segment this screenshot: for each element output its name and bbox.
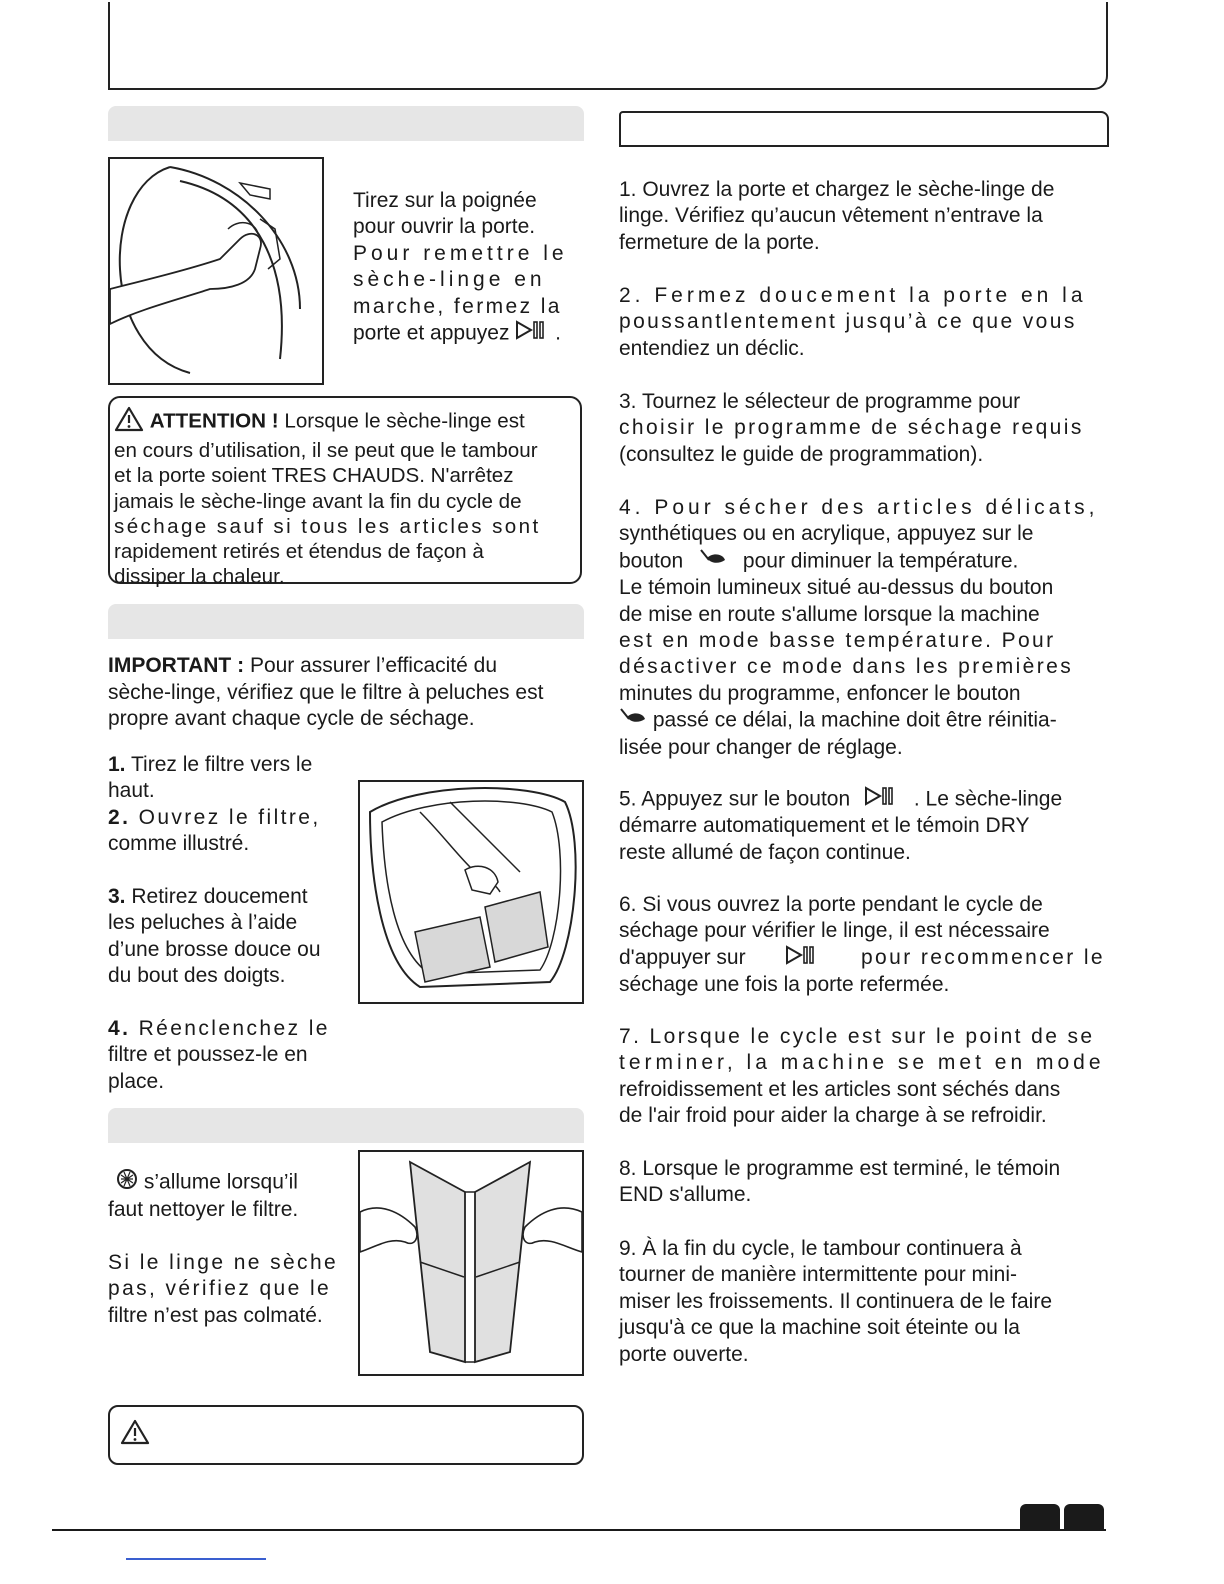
- door-line: porte et appuyez: [353, 321, 510, 345]
- section-box-usage: [619, 111, 1109, 147]
- filter-steps-1-2: [108, 752, 350, 858]
- indicator-text: [108, 1168, 348, 1329]
- step-line: pour diminuer la température.: [742, 549, 1019, 573]
- step-line: minutes du programme, enfoncer le bouton: [619, 681, 1021, 705]
- step-line: entendiez un déclic.: [619, 336, 805, 360]
- attention-line: jamais le sèche-linge avant la fin du cycle de: [114, 489, 522, 513]
- attention-title: ATTENTION !: [149, 409, 279, 433]
- indicator-line: Si le linge ne sèche: [108, 1250, 339, 1274]
- step-line: END s'allume.: [619, 1183, 752, 1207]
- step-text: filtre et poussez-le en: [108, 1043, 308, 1067]
- footer-rule: [52, 1529, 1106, 1531]
- step-line: désactiver ce mode dans les premières: [619, 655, 1074, 679]
- step-line: 1. Ouvrez la porte et chargez le sèche-linge de: [619, 178, 1055, 201]
- step-line: 3. Tournez le sélecteur de programme pour: [619, 390, 1021, 413]
- step-line: passé ce délai, la machine doit être réinitia-: [652, 708, 1057, 732]
- step-text: comme illustré.: [108, 832, 250, 856]
- footer-link-underline: [126, 1558, 266, 1560]
- step-text: Tirez le filtre vers le: [130, 753, 313, 776]
- section-bar-indicator: [108, 1108, 584, 1143]
- play-pause-icon: [783, 945, 823, 972]
- step-line: Le témoin lumineux situé au-dessus du bouton: [619, 576, 1054, 600]
- step-line: de mise en route s'allume lorsque la machine: [619, 602, 1040, 626]
- step-line: linge. Vérifiez qu’aucun vêtement n’entrave la: [619, 204, 1043, 228]
- filter-open-illustration: [358, 780, 584, 1004]
- step-line: tourner de manière intermittente pour mini-: [619, 1263, 1018, 1287]
- right-step-9: [619, 1236, 1105, 1368]
- filter-cleaning-drawing: [360, 1152, 582, 1374]
- step-line: est en mode basse température. Pour: [619, 629, 1056, 653]
- indicator-line: s’allume lorsqu’il: [143, 1170, 298, 1194]
- step-line: de l'air froid pour aider la charge à se refroidir.: [619, 1104, 1047, 1128]
- right-step-7: [619, 1024, 1105, 1130]
- step-line: jusqu'à ce que la machine soit éteinte ou la: [619, 1316, 1020, 1340]
- step-number: 3.: [108, 885, 126, 908]
- attention-line: et la porte soient TRES CHAUDS. N'arrêtez: [114, 464, 514, 488]
- step-number: 1.: [108, 753, 126, 776]
- step-line: miser les froissements. Il continuera de le faire: [619, 1289, 1053, 1313]
- filter-step-4: [108, 1016, 350, 1095]
- step-line: terminer, la machine se met en mode: [619, 1051, 1105, 1075]
- right-step-8: [619, 1156, 1105, 1209]
- important-line: sèche-linge, vérifiez que le filtre à peluches est: [108, 680, 544, 704]
- attention-line: rapidement retirés et étendus de façon à: [114, 540, 484, 564]
- step-line: (consultez le guide de programmation).: [619, 442, 984, 466]
- door-line: sèche-linge en: [353, 268, 546, 292]
- attention-line: en cours d’utilisation, il se peut que le tambour: [114, 439, 538, 463]
- step-line: 4. Pour sécher des articles délicats,: [619, 496, 1099, 519]
- step-text: Retirez doucement: [131, 885, 308, 908]
- step-text: les peluches à l’aide: [108, 911, 298, 935]
- step-line: choisir le programme de séchage requis: [619, 416, 1084, 440]
- step-line: 8. Lorsque le programme est terminé, le témoin: [619, 1157, 1061, 1180]
- step-line: poussantlentement jusqu’à ce que vous: [619, 310, 1077, 334]
- step-line: bouton: [619, 549, 684, 573]
- step-line: démarre automatiquement et le témoin DRY: [619, 814, 1030, 838]
- door-line: pour ouvrir la porte.: [353, 215, 536, 239]
- step-line: porte ouverte.: [619, 1342, 749, 1366]
- page-number-box: [1020, 1504, 1060, 1530]
- bottom-warning-box: [108, 1405, 584, 1465]
- right-step-5: [619, 786, 1105, 866]
- step-line: 2. Fermez doucement la porte en la: [619, 284, 1087, 307]
- door-line: Pour remettre le: [353, 241, 568, 265]
- page-number-box: [1064, 1504, 1104, 1530]
- attention-line: séchage sauf si tous les articles sont: [114, 514, 541, 538]
- indicator-line: pas, vérifiez que le: [108, 1277, 332, 1301]
- step-line: synthétiques ou en acrylique, appuyez sur le: [619, 522, 1034, 546]
- step-text: haut.: [108, 779, 155, 803]
- step-line: . Le sèche-linge: [913, 787, 1063, 811]
- door-instructions: [353, 188, 584, 347]
- step-line: refroidissement et les articles sont séchés dans: [619, 1077, 1061, 1101]
- right-step-2: [619, 283, 1105, 362]
- step-number: 4.: [108, 1017, 131, 1040]
- door-line: marche, fermez la: [353, 294, 562, 318]
- step-line: pour recommencer le: [860, 945, 1105, 969]
- step-text: Réenclenchez le: [138, 1017, 330, 1040]
- step-line: lisée pour changer de réglage.: [619, 735, 903, 759]
- right-step-6: [619, 892, 1105, 999]
- step-line: séchage pour vérifier le linge, il est nécessaire: [619, 919, 1050, 943]
- filter-clean-icon: [116, 1168, 138, 1197]
- important-line: Pour assurer l’efficacité du: [249, 654, 498, 677]
- feather-low-temp-icon: [699, 548, 727, 575]
- step-text: place.: [108, 1069, 165, 1093]
- filter-important: [108, 653, 584, 733]
- attention-line: Lorsque le sèche-linge est: [284, 409, 525, 433]
- door-illustration: [108, 157, 324, 385]
- section-bar-door: [108, 106, 584, 141]
- step-line: 7. Lorsque le cycle est sur le point de se: [619, 1025, 1095, 1048]
- step-line: 5. Appuyez sur le bouton: [619, 787, 851, 811]
- play-pause-icon: [515, 320, 549, 347]
- indicator-line: faut nettoyer le filtre.: [108, 1198, 299, 1222]
- step-line: 9. À la fin du cycle, le tambour continuera à: [619, 1237, 1022, 1260]
- door-drawing: [110, 159, 322, 383]
- step-text: d’une brosse douce ou: [108, 937, 321, 961]
- step-text: Ouvrez le filtre,: [138, 805, 321, 829]
- step-number: 2.: [108, 805, 131, 829]
- warning-triangle-icon: [114, 406, 144, 438]
- door-line: Tirez sur la poignée: [353, 189, 537, 212]
- filter-cleaning-illustration: [358, 1150, 584, 1376]
- page-header-box: [108, 2, 1108, 90]
- step-line: 6. Si vous ouvrez la porte pendant le cycle de: [619, 893, 1043, 916]
- right-step-1: [619, 177, 1105, 256]
- important-label: IMPORTANT :: [108, 654, 245, 677]
- filter-open-drawing: [360, 782, 582, 1002]
- play-pause-icon: [862, 786, 902, 813]
- important-line: propre avant chaque cycle de séchage.: [108, 707, 475, 731]
- step-line: reste allumé de façon continue.: [619, 840, 911, 864]
- indicator-line: filtre n’est pas colmaté.: [108, 1303, 323, 1327]
- warning-triangle-icon: [120, 1419, 150, 1450]
- right-step-3: [619, 389, 1105, 468]
- step-text: du bout des doigts.: [108, 964, 286, 988]
- attention-line: dissiper la chaleur.: [114, 565, 285, 589]
- attention-box: [108, 396, 582, 589]
- step-line: d'appuyer sur: [619, 945, 746, 969]
- step-line: séchage une fois la porte refermée.: [619, 973, 950, 997]
- door-line-end: .: [555, 321, 561, 345]
- section-bar-filter: [108, 604, 584, 639]
- step-line: fermeture de la porte.: [619, 230, 820, 254]
- right-step-4: [619, 495, 1105, 761]
- filter-step-3: [108, 884, 350, 990]
- feather-low-temp-icon: [619, 707, 647, 734]
